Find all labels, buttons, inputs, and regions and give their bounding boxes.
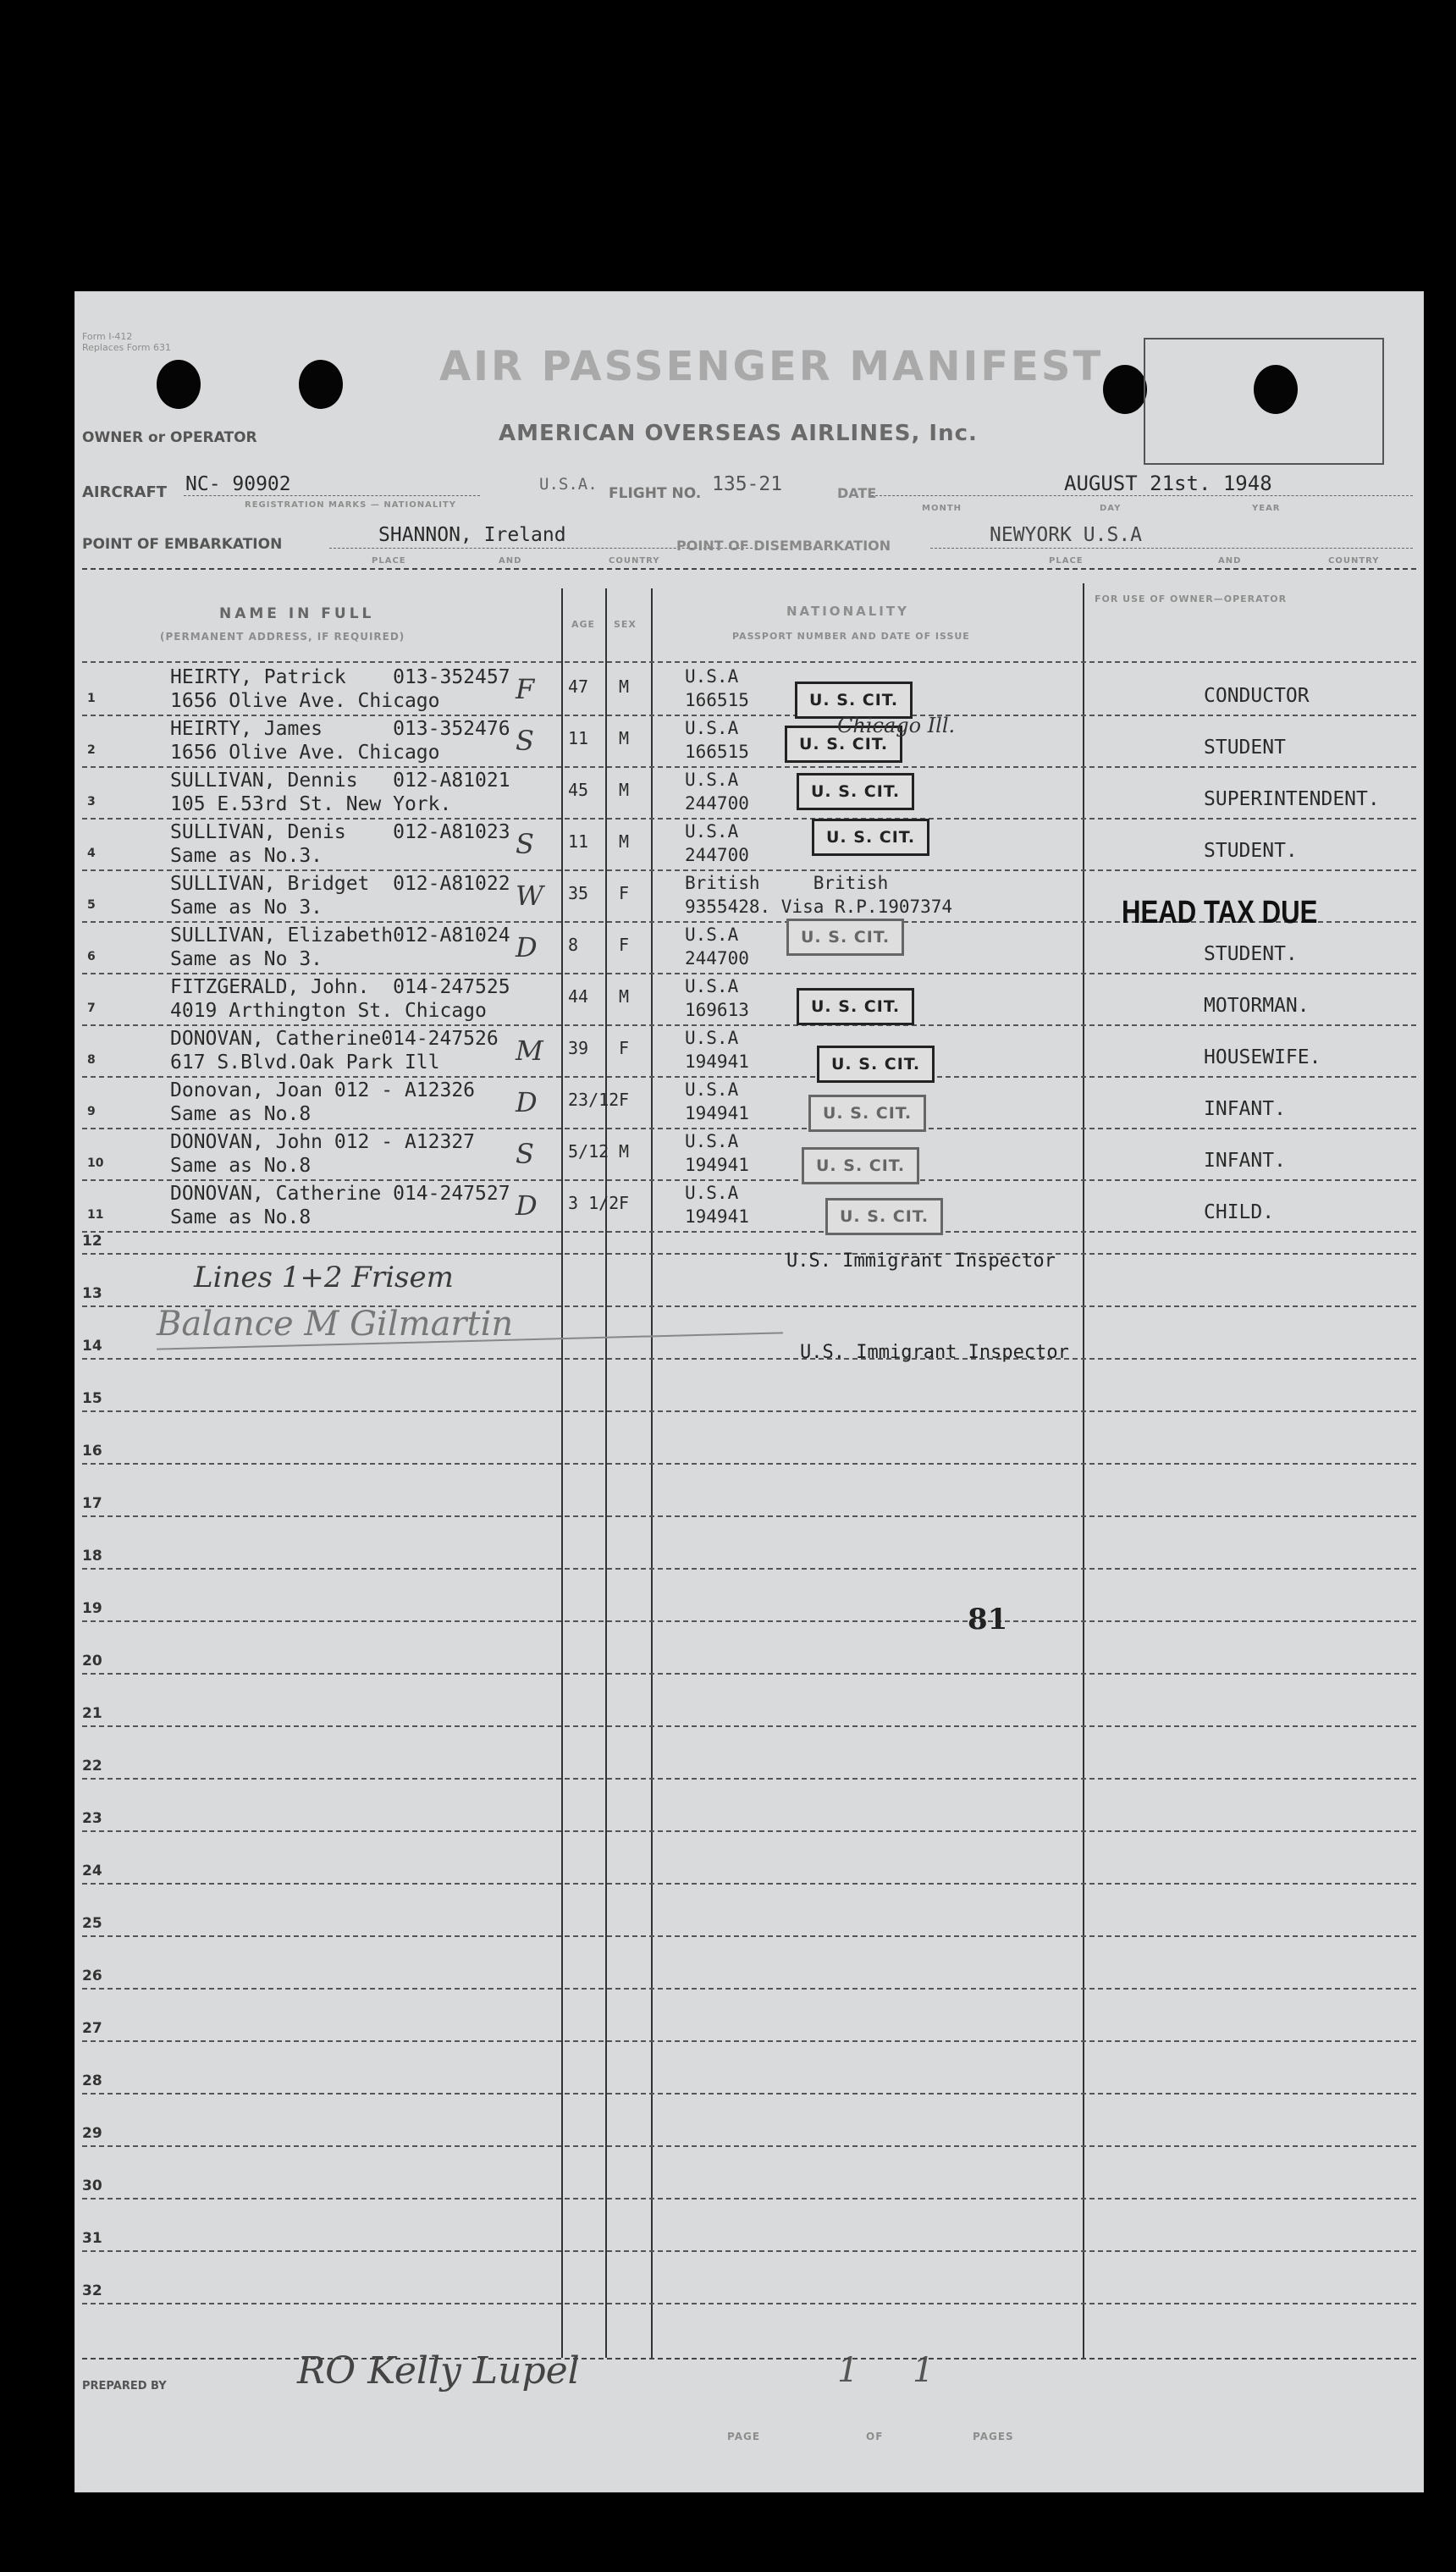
passenger-address: Same as No 3. [170,948,323,970]
row-number: 13 [82,1285,102,1302]
us-cit-stamp: U. S. CIT. [786,919,904,956]
handwritten-mark: S [516,1138,534,1170]
handwritten-mark: S [516,725,534,757]
passenger-nationality: U.S.A [685,1183,739,1203]
inspector-stamp-2: U.S. Immigrant Inspector [800,1342,1069,1363]
owner-value: AMERICAN OVERSEAS AIRLINES, Inc. [499,421,978,446]
row-number: 26 [82,1968,102,1984]
passenger-address: 617 S.Blvd.Oak Park Ill [170,1051,440,1074]
row-divider [82,1620,1416,1622]
row-number: 4 [87,847,96,860]
passenger-age: 44 [568,986,589,1007]
passenger-sex: M [619,831,630,852]
passenger-address: 1656 Olive Ave. Chicago [170,690,440,712]
us-cit-stamp: U. S. CIT. [795,682,913,719]
passenger-age: 23/12 [568,1090,620,1110]
row-number: 16 [82,1443,102,1460]
disembark-label: POINT OF DISEMBARKATION [676,538,891,554]
passenger-sex: M [619,986,630,1007]
passenger-nationality: U.S.A [685,821,739,842]
flight-label: FLIGHT NO. [609,485,702,502]
passenger-passport: 194941 [685,1051,749,1072]
row-number: 10 [87,1156,104,1170]
us-cit-stamp: U. S. CIT. [797,988,914,1025]
row-number: 23 [82,1810,102,1827]
embark-caption-place: PLACE [372,556,406,566]
row-divider [82,1725,1416,1727]
col-name-subheader: (PERMANENT ADDRESS, IF REQUIRED) [160,631,405,643]
registration-caption: REGISTRATION MARKS — NATIONALITY [245,500,456,510]
row-number: 27 [82,2020,102,2037]
passenger-sex: F [619,1038,630,1058]
row-divider [82,2250,1416,2252]
passenger-occupation: MOTORMAN. [1204,995,1310,1017]
passenger-sex: M [619,1141,630,1162]
row-number: 19 [82,1600,102,1617]
us-cit-stamp: U. S. CIT. [785,726,902,763]
row-number: 24 [82,1863,102,1879]
handwritten-mark: W [516,880,543,912]
row-number: 17 [82,1495,102,1512]
passenger-age: 11 [568,728,589,748]
row-number: 29 [82,2125,102,2142]
date-value: AUGUST 21st. 1948 [1064,472,1272,495]
punch-hole [1103,365,1147,414]
passenger-name: DONOVAN, Catherine014-247526 [170,1028,499,1050]
us-cit-stamp: U. S. CIT. [802,1147,919,1184]
passenger-passport: 9355428. Visa R.P.1907374 [685,897,953,917]
punch-hole [157,360,201,409]
passenger-name: FITZGERALD, John. 014-247525 [170,976,510,998]
passenger-address: 4019 Arthington St. Chicago [170,1000,487,1022]
row-divider [82,1883,1416,1885]
disembark-caption-country: COUNTRY [1328,556,1380,566]
disembark-caption-and: AND [1218,556,1242,566]
row-divider [82,2145,1416,2147]
passenger-name: Donovan, Joan 012 - A12326 [170,1079,476,1101]
handwritten-mark: D [516,1189,538,1222]
passenger-occupation: SUPERINTENDENT. [1204,788,1380,810]
row-divider [82,1778,1416,1780]
row-number: 21 [82,1705,102,1722]
row-number: 15 [82,1390,102,1407]
passenger-passport: 194941 [685,1103,749,1123]
passenger-passport: 169613 [685,1000,749,1020]
passenger-occupation: INFANT. [1204,1098,1286,1120]
col-age-header: AGE [571,619,596,630]
passenger-occupation: CHILD. [1204,1201,1275,1223]
handwritten-mark: D [516,1086,538,1118]
row-number: 28 [82,2073,102,2089]
passenger-age: 5/12 [568,1141,609,1162]
date-caption-month: MONTH [922,504,962,513]
row-divider [82,1358,1416,1360]
row-divider [82,818,1416,820]
passenger-nationality: British British [685,873,889,893]
prepared-by-signature: RO Kelly Lupel [297,2349,580,2393]
handwritten-mark: S [516,828,534,860]
passenger-occupation: CONDUCTOR [1204,685,1310,707]
form-number: Form I-412 Replaces Form 631 [82,331,171,353]
passenger-nationality: U.S.A [685,718,739,738]
passenger-nationality: U.S.A [685,1028,739,1048]
passenger-occupation: STUDENT [1204,737,1286,759]
passenger-sex: F [619,883,630,903]
passenger-address: 105 E.53rd St. New York. [170,793,452,815]
form-title: AIR PASSENGER MANIFEST [439,343,1104,390]
passenger-age: 8 [568,935,579,955]
row-divider [82,973,1416,974]
handwritten-mark: F [516,673,535,705]
passenger-age: 35 [568,883,589,903]
passenger-occupation: STUDENT. [1204,943,1298,965]
row-number: 31 [82,2230,102,2247]
passenger-passport: 194941 [685,1206,749,1227]
passenger-nationality: U.S.A [685,1131,739,1151]
passenger-sex: F [619,1090,630,1110]
row-number: 2 [87,743,96,757]
passenger-sex: M [619,728,630,748]
nationality-value: U.S.A. [539,475,598,494]
handwritten-page-marks: 1 1 [837,2351,935,2390]
date-caption-day: DAY [1100,504,1122,513]
passenger-address: Same as No.3. [170,845,323,867]
row-divider [82,1673,1416,1675]
passenger-address: Same as No.8 [170,1155,312,1177]
row-divider [82,1024,1416,1026]
col-owner-use-header: FOR USE OF OWNER—OPERATOR [1095,593,1288,604]
passenger-age: 45 [568,780,589,800]
passenger-nationality: U.S.A [685,770,739,790]
row-number: 22 [82,1758,102,1774]
row-divider [82,1231,1416,1233]
disembark-caption-place: PLACE [1049,556,1084,566]
row-number: 12 [82,1233,102,1250]
row-number: 20 [82,1653,102,1670]
row-number: 32 [82,2282,102,2299]
passenger-sex: F [619,1193,630,1213]
passenger-nationality: U.S.A [685,976,739,996]
row-number: 1 [87,692,96,705]
passenger-name: HEIRTY, Patrick 013-352457 [170,666,510,688]
col-sex-header: SEX [614,619,637,630]
passenger-name: HEIRTY, James 013-352476 [170,718,510,740]
row-number: 5 [87,898,96,912]
passenger-sex: M [619,676,630,697]
punch-hole [299,360,343,409]
col-name-header: NAME IN FULL [219,605,375,622]
row-number: 25 [82,1915,102,1932]
passenger-name: DONOVAN, John 012 - A12327 [170,1131,476,1153]
row-number: 9 [87,1105,96,1118]
passenger-name: SULLIVAN, Bridget 012-A81022 [170,873,510,895]
aircraft-label: AIRCRAFT [82,483,168,501]
row-divider [82,869,1416,871]
row-divider [82,1179,1416,1181]
passenger-address: Same as No.8 [170,1206,312,1228]
row-divider [82,715,1416,716]
stamp-box [1144,338,1384,465]
row-number: 30 [82,2177,102,2194]
embark-value: SHANNON, Ireland [378,524,566,546]
col-nationality-subheader: PASSPORT NUMBER AND DATE OF ISSUE [732,631,970,642]
us-cit-stamp: U. S. CIT. [808,1095,926,1132]
manifest-sheet [74,291,1424,2492]
owner-label: OWNER or OPERATOR [82,429,257,446]
us-cit-stamp: U. S. CIT. [797,773,914,810]
handwritten-place-note: Chicago Ill. [837,714,956,737]
footer-pages: PAGES [973,2431,1014,2442]
row-divider [82,1515,1416,1517]
footer-of: OF [866,2431,884,2442]
center-number: 81 [968,1603,1008,1636]
row-divider [82,1076,1416,1078]
row-divider [82,1253,1416,1255]
passenger-name: SULLIVAN, Elizabeth012-A81024 [170,924,510,947]
passenger-occupation: HOUSEWIFE. [1204,1046,1321,1068]
passenger-sex: F [619,935,630,955]
us-cit-stamp: U. S. CIT. [825,1198,943,1235]
inspector-stamp-1: U.S. Immigrant Inspector [786,1250,1056,1272]
handwritten-note-line12: Lines 1+2 Frisem [194,1261,454,1294]
row-divider [82,2303,1416,2304]
passenger-nationality: U.S.A [685,924,739,945]
passenger-passport: 166515 [685,742,749,762]
row-number: 14 [82,1338,102,1355]
row-divider [82,2198,1416,2199]
passenger-passport: 244700 [685,845,749,865]
passenger-age: 11 [568,831,589,852]
handwritten-mark: D [516,931,538,963]
flight-value: 135-21 [712,473,783,495]
row-divider [82,2040,1416,2042]
row-divider [82,1128,1416,1129]
passenger-age: 47 [568,676,589,697]
aircraft-value: NC- 90902 [185,473,291,495]
col-nationality-header: NATIONALITY [786,604,909,619]
passenger-age: 39 [568,1038,589,1058]
row-number: 6 [87,950,96,963]
head-tax-stamp: HEAD TAX DUE [1122,895,1318,930]
passenger-passport: 166515 [685,690,749,710]
row-number: 18 [82,1548,102,1565]
row-divider [82,1988,1416,1990]
passenger-passport: 244700 [685,948,749,969]
us-cit-stamp: U. S. CIT. [812,819,929,856]
date-caption-year: YEAR [1252,504,1281,513]
passenger-occupation: INFANT. [1204,1150,1286,1172]
passenger-address: Same as No 3. [170,897,323,919]
row-number: 7 [87,1002,96,1015]
row-number: 11 [87,1208,104,1222]
passenger-occupation: STUDENT. [1204,840,1298,862]
prepared-by-label: PREPARED BY [82,2380,167,2393]
date-label: DATE [837,485,877,501]
row-number: 3 [87,795,96,809]
embark-caption-and: AND [499,556,522,566]
disembark-value: NEWYORK U.S.A [990,524,1143,546]
row-divider [82,1935,1416,1937]
passenger-passport: 244700 [685,793,749,814]
passenger-name: SULLIVAN, Dennis 012-A81021 [170,770,510,792]
row-divider [82,1568,1416,1570]
row-divider [82,1463,1416,1465]
passenger-nationality: U.S.A [685,666,739,687]
passenger-passport: 194941 [685,1155,749,1175]
passenger-name: DONOVAN, Catherine 014-247527 [170,1183,510,1205]
row-divider [82,2093,1416,2095]
row-divider [82,1410,1416,1412]
row-divider [82,1830,1416,1832]
us-cit-stamp: U. S. CIT. [817,1046,935,1083]
embark-caption-country: COUNTRY [609,556,660,566]
handwritten-note-line13: Balance M Gilmartin [157,1305,514,1344]
passenger-sex: M [619,780,630,800]
passenger-address: Same as No.8 [170,1103,312,1125]
passenger-name: SULLIVAN, Denis 012-A81023 [170,821,510,843]
handwritten-mark: M [516,1035,543,1067]
row-number: 8 [87,1053,96,1067]
embark-label: POINT OF EMBARKATION [82,536,283,553]
passenger-address: 1656 Olive Ave. Chicago [170,742,440,764]
footer-page: PAGE [727,2431,761,2442]
row-divider [82,766,1416,768]
passenger-nationality: U.S.A [685,1079,739,1100]
passenger-age: 3 1/2 [568,1193,620,1213]
